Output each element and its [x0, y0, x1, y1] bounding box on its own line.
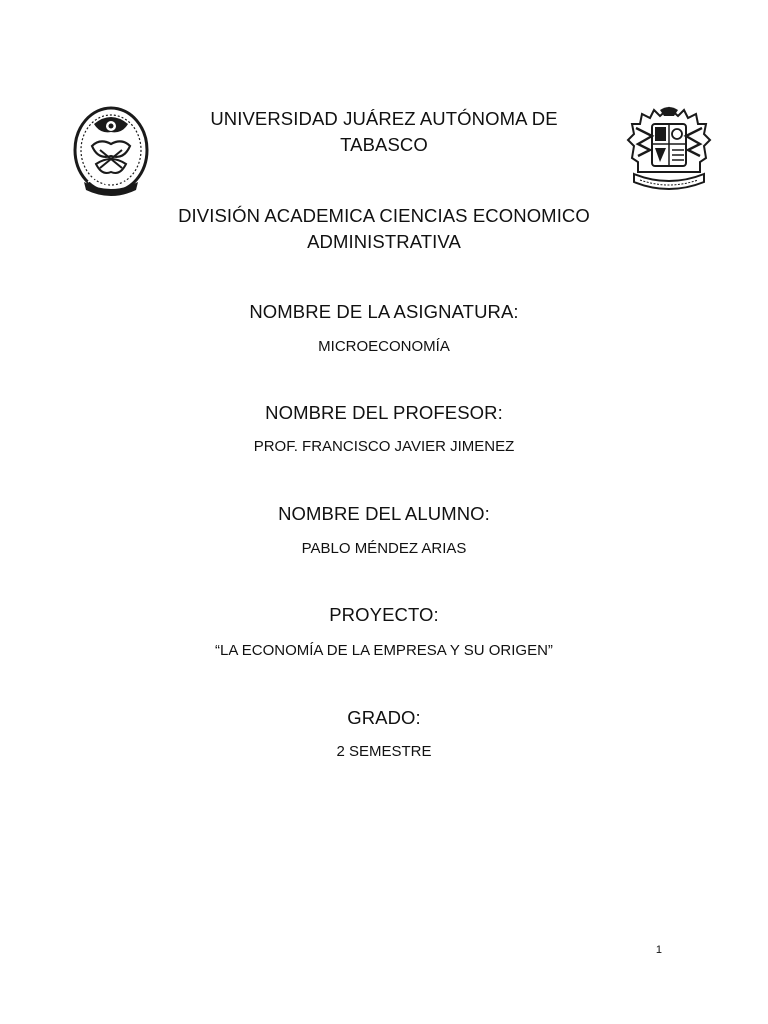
project-label: PROYECTO:	[329, 604, 439, 625]
university-line-2: TABASCO	[340, 134, 428, 155]
university-line-1: UNIVERSIDAD JUÁREZ AUTÓNOMA DE	[210, 108, 558, 129]
university-name	[150, 106, 618, 158]
division-name	[150, 203, 618, 255]
subject-label: NOMBRE DE LA ASIGNATURA:	[249, 301, 519, 322]
project-value: “LA ECONOMÍA DE LA EMPRESA Y SU ORIGEN”	[215, 642, 553, 659]
university-seal-icon	[70, 104, 152, 200]
division-crest-icon	[624, 102, 714, 196]
subject-value: MICROECONOMÍA	[318, 338, 450, 355]
professor-label: NOMBRE DEL PROFESOR:	[265, 402, 503, 423]
professor-value: PROF. FRANCISCO JAVIER JIMENEZ	[253, 438, 515, 455]
grade-value: 2 SEMESTRE	[336, 743, 432, 760]
page-number: 1	[655, 944, 662, 956]
student-value: PABLO MÉNDEZ ARIAS	[301, 540, 467, 557]
student-label: NOMBRE DEL ALUMNO:	[278, 503, 490, 524]
grade-label: GRADO:	[347, 707, 421, 728]
division-line-1: DIVISIÓN ACADEMICA CIENCIAS ECONOMICO	[178, 205, 590, 226]
division-line-2: ADMINISTRATIVA	[307, 231, 461, 252]
